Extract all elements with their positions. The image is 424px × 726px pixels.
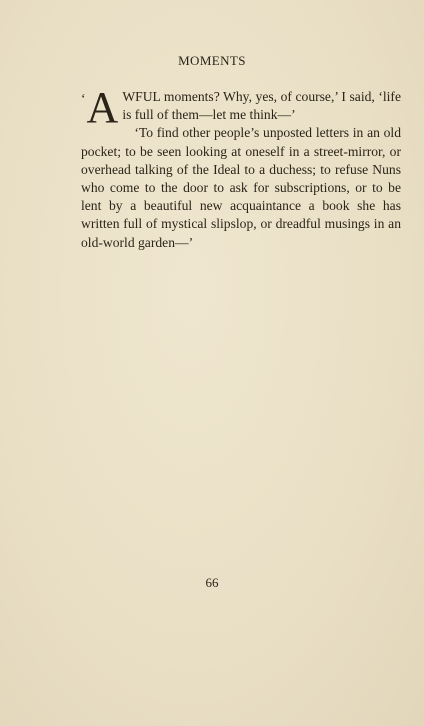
opening-quote: ‘: [81, 91, 86, 106]
paragraph-1: [81, 83, 401, 132]
drop-cap: A: [86, 83, 119, 132]
body-text: [81, 83, 401, 252]
running-title: MOMENTS: [178, 53, 246, 68]
paragraph-2: ‘To find other people’s unposted letters in an old pocket; to be seen looking at oneself in a street-mirror, or overhead talking of the Ideal to a duchess; to refuse Nuns who come to the door to ask for subscriptions, or to be lent by a beautiful new acquaintance a book she has written full of mystical slipslop, or dreadful musings in an old-world garden—’: [81, 125, 401, 250]
paragraph-1-text: WFUL moments? Why, yes, of course,’ I said, ‘life is full of them—let me think—’: [122, 89, 401, 123]
page-number: 66: [205, 575, 219, 590]
